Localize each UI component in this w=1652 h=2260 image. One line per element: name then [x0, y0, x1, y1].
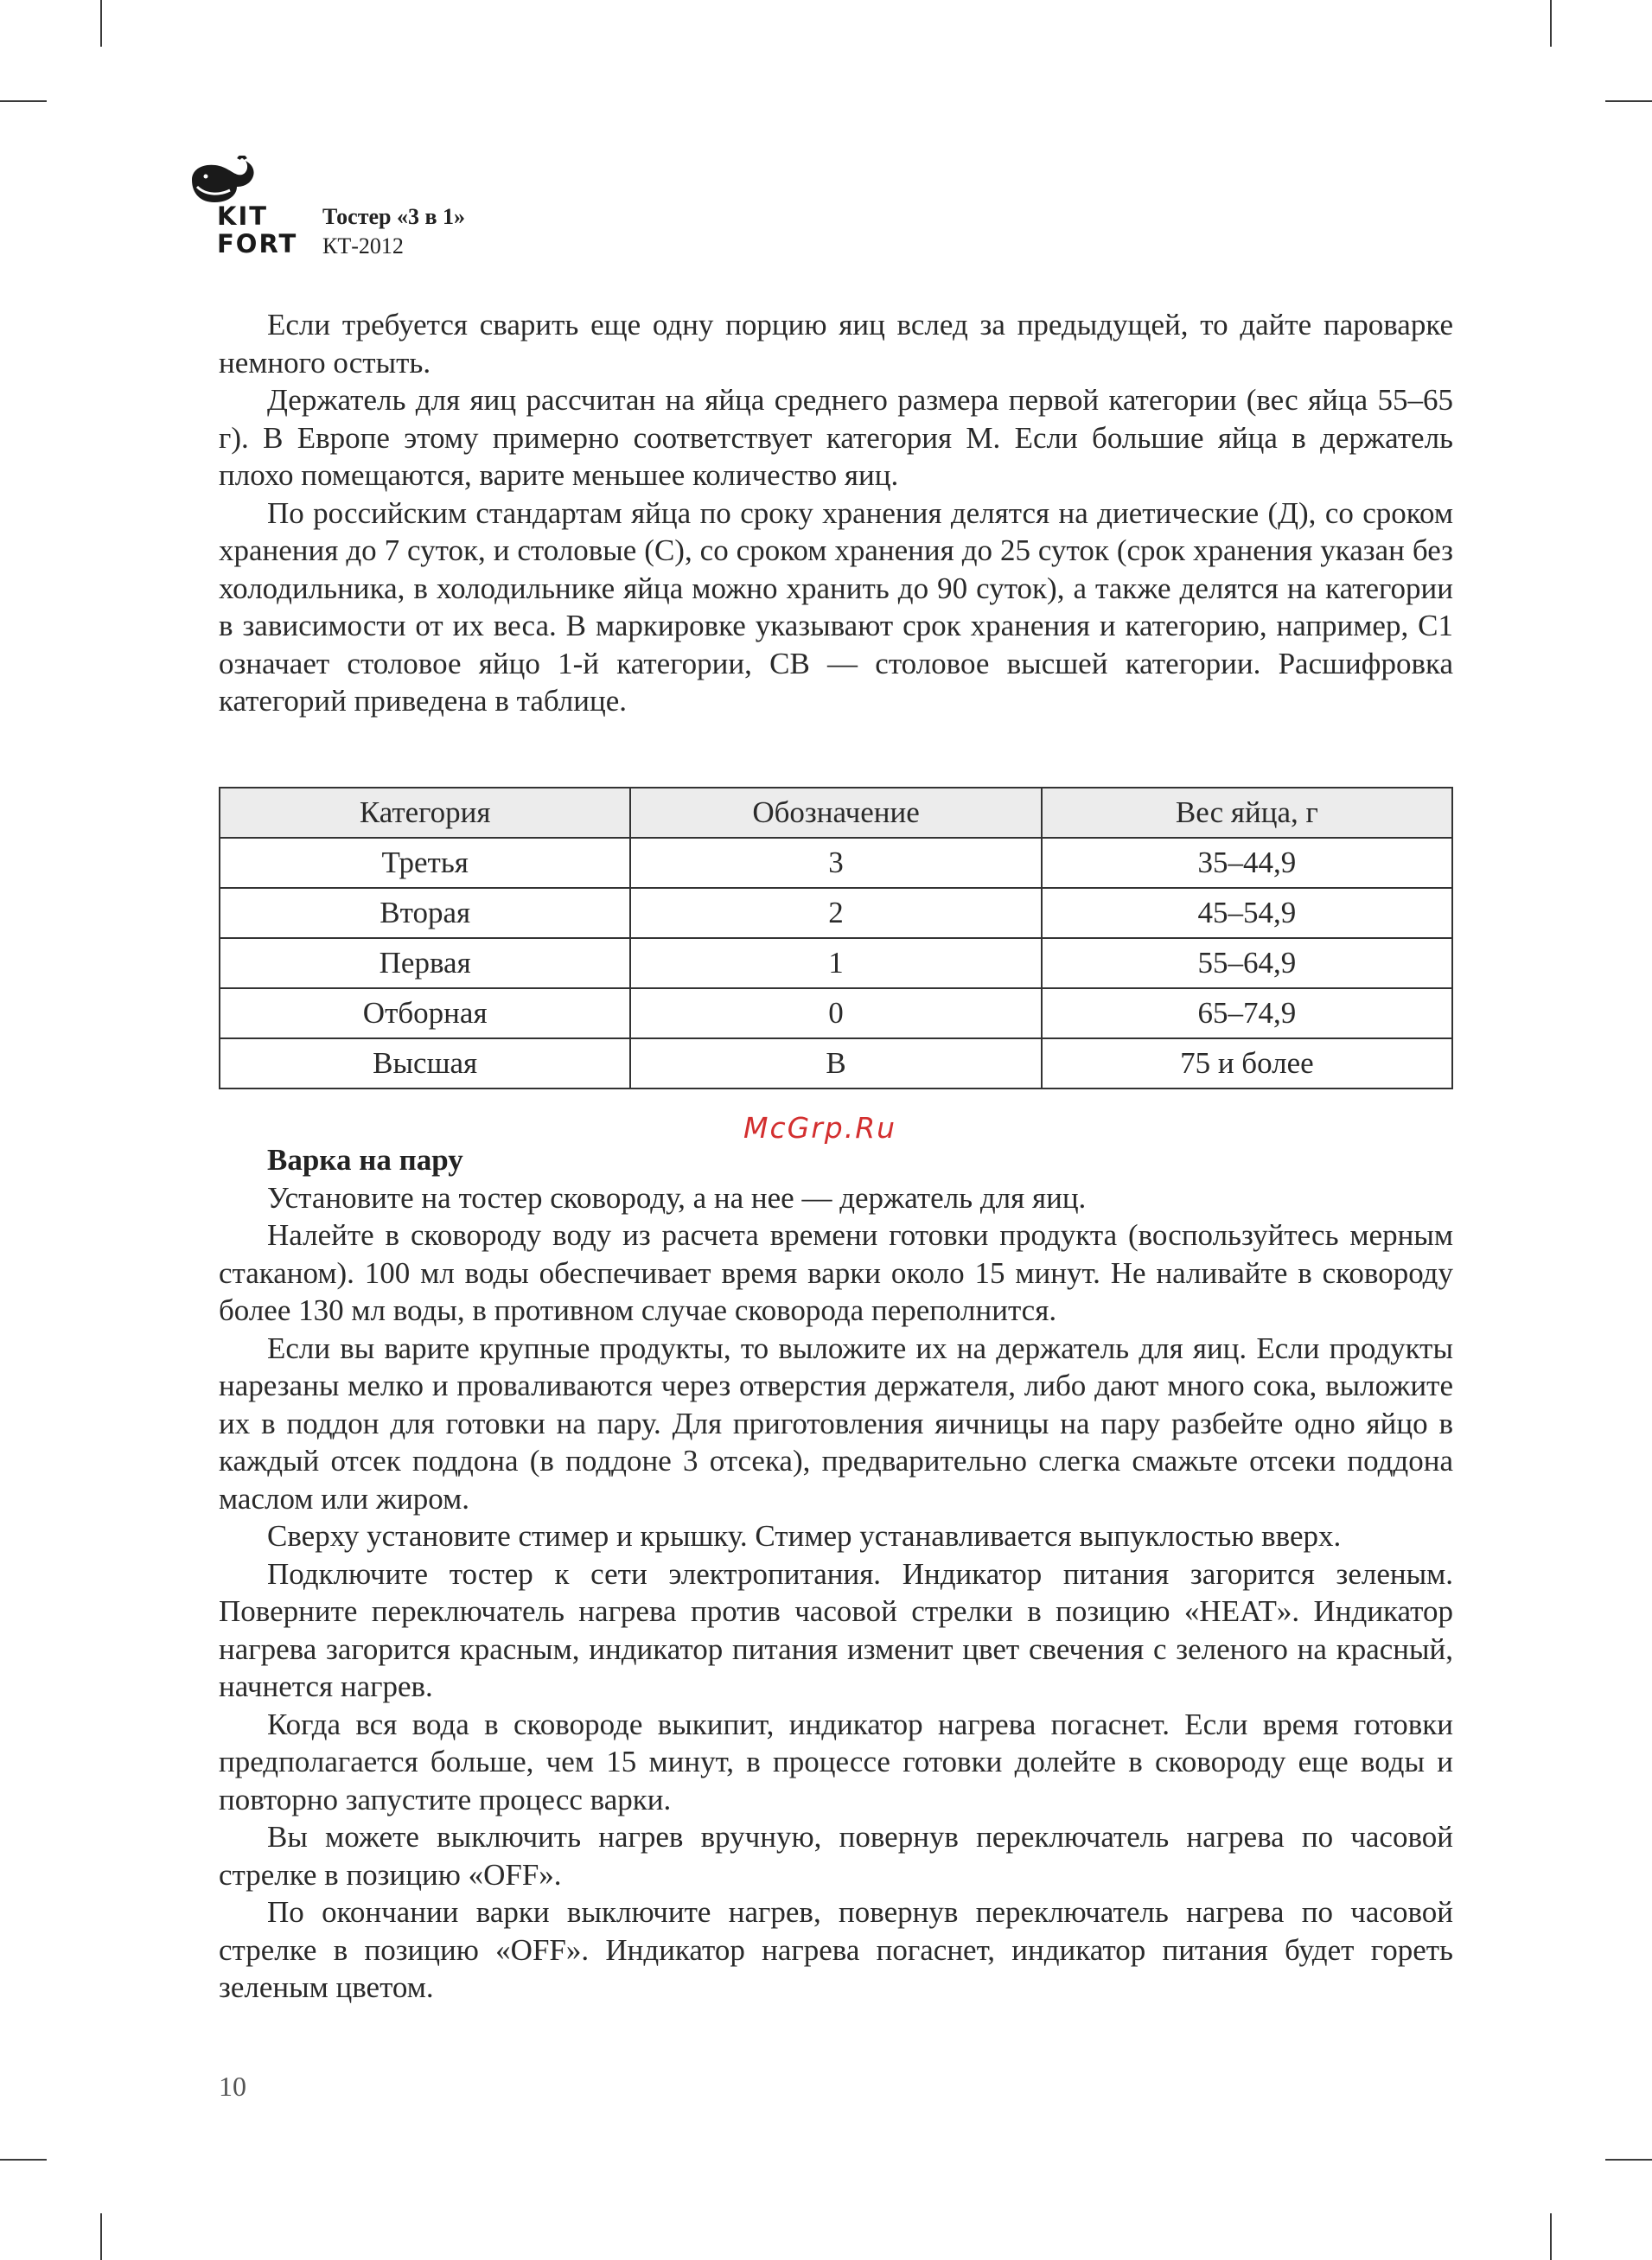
paragraph: Если требуется сварить еще одну порцию яиц вслед за предыдущей, то дайте пароварке немного остыть. [219, 308, 1453, 380]
cell-weight: 45–54,9 [1042, 888, 1452, 938]
table-row [220, 1038, 1452, 1089]
cell-designation: 1 [630, 938, 1041, 988]
steam-section [219, 1141, 1453, 2007]
crop-mark-top-left [100, 0, 102, 47]
cell-category: Вторая [220, 888, 630, 938]
header-designation: Обозначение [630, 788, 1041, 838]
crop-mark-bottom-right-h [1605, 2159, 1652, 2161]
cell-category: Высшая [220, 1038, 630, 1089]
product-title: Тостер «3 в 1» [322, 204, 466, 229]
header-category: Категория [220, 788, 630, 838]
whale-icon [188, 156, 258, 207]
logo-word-fort: FORT [217, 229, 298, 259]
paragraph: Сверху установите стимер и крышку. Стимер устанавливается выпуклостью вверх. [267, 1519, 1342, 1553]
paragraph: Когда вся вода в сковороде выкипит, индикатор нагрева погаснет. Если время готовки предполагается больше, чем 15 минут, в процессе готовки долейте в сковороду еще воды и повторно запустите процесс варки. [219, 1707, 1453, 1816]
section-heading: Варка на пару [267, 1143, 463, 1177]
table-row [220, 938, 1452, 988]
table-row [220, 888, 1452, 938]
paragraph: Установите на тостер сковороду, а на нее — держатель для яиц. [267, 1180, 1087, 1215]
table-header-row [220, 788, 1452, 838]
table-row [220, 988, 1452, 1038]
header-weight: Вес яйца, г [1042, 788, 1452, 838]
crop-mark-bottom-left-h [0, 2159, 47, 2161]
cell-weight: 35–44,9 [1042, 838, 1452, 888]
crop-mark-top-left-h [0, 100, 47, 102]
kitfort-logo [188, 156, 301, 259]
cell-category: Первая [220, 938, 630, 988]
cell-category: Отборная [220, 988, 630, 1038]
crop-mark-top-right [1550, 0, 1552, 47]
paragraph: Налейте в сковороду воду из расчета времени готовки продукта (воспользуйтесь мерным стаканом). 100 мл воды обеспечивает время варки около 15 минут. Не наливайте в сковороду более 130 мл воды, в противном случае сковорода переполнится. [219, 1218, 1453, 1327]
egg-category-table [219, 787, 1453, 1089]
paragraph: Вы можете выключить нагрев вручную, повернув переключатель нагрева по часовой стрелке в позицию «OFF». [219, 1820, 1453, 1892]
crop-mark-bottom-right [1550, 2213, 1552, 2260]
cell-designation: 3 [630, 838, 1041, 888]
cell-category: Третья [220, 838, 630, 888]
logo-word-kit: KIT [217, 201, 269, 231]
paragraph: По окончании варки выключите нагрев, повернув переключатель нагрева по часовой стрелке в позицию «OFF». Индикатор нагрева погаснет, индикатор питания будет гореть зеленым цветом. [219, 1895, 1453, 2004]
crop-mark-bottom-left [100, 2213, 102, 2260]
cell-designation: В [630, 1038, 1041, 1089]
paragraph: Держатель для яиц рассчитан на яйца среднего размера первой категории (вес яйца 55–65 г). В Европе этому примерно соответствует категория M. Если большие яйца в держатель плохо помещаются, варите меньшее количество яиц. [219, 383, 1453, 492]
paragraph: Если вы варите крупные продукты, то выложите их на держатель для яиц. Если продукты нарезаны мелко и проваливаются через отверстия держателя, либо дают много сока, выложите их в поддон для готовки на пару. Для приготовления яичницы на пару разбейте одно яйцо в каждый отсек поддона (в поддоне 3 отсека), предварительно слегка смажьте отсеки поддона маслом или жиром. [219, 1331, 1453, 1516]
cell-weight: 55–64,9 [1042, 938, 1452, 988]
cell-designation: 2 [630, 888, 1041, 938]
paragraph: По российским стандартам яйца по сроку хранения делятся на диетические (Д), со сроком хранения до 7 суток, и столовые (С), со сроком хранения до 25 суток (срок хранения указан без холодильника, в холодильнике яйца можно хранить до 90 суток), а также делятся на категории в зависимости от их веса. В маркировке указывают срок хранения и категорию, например, С1 означает столовое яйцо 1-й категории, СВ — столовое высшей категории. Расшифровка категорий приведена в таблице. [219, 495, 1453, 718]
paragraph: Подключите тостер к сети электропитания. Индикатор питания загорится зеленым. Поверните переключатель нагрева против часовой стрелки в позицию «HEAT». Индикатор нагрева загорится красным, индикатор питания изменит цвет свечения с зеленого на красный, начнется нагрев. [219, 1556, 1453, 1703]
cell-designation: 0 [630, 988, 1041, 1038]
table-row [220, 838, 1452, 888]
cell-weight: 75 и более [1042, 1038, 1452, 1089]
crop-mark-top-right-h [1605, 100, 1652, 102]
intro-text [219, 306, 1453, 720]
cell-weight: 65–74,9 [1042, 988, 1452, 1038]
watermark: McGrp.Ru [743, 1111, 897, 1145]
product-model: КТ-2012 [322, 233, 404, 259]
page-number: 10 [219, 2071, 246, 2102]
